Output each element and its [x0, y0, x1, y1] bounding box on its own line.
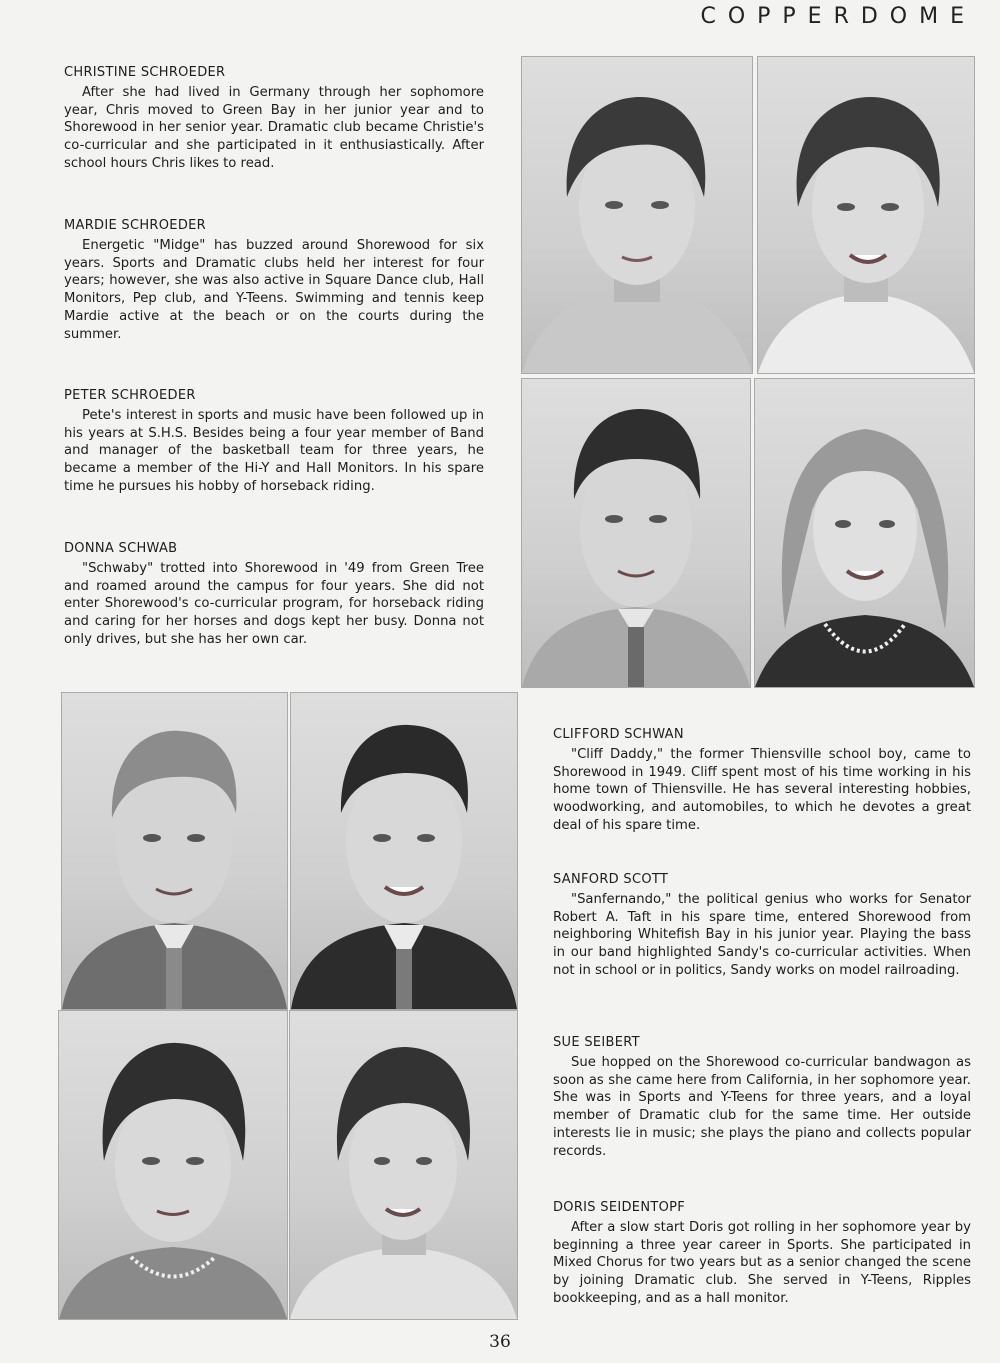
bio-donna-schwab	[64, 540, 484, 649]
bio-name: CLIFFORD SCHWAN	[553, 727, 684, 742]
bio-text: "Cliff Daddy," the former Thiensville school boy, came to Shorewood in 1949. Cliff spent most of his time working in his home town of Thiensville. He has several interesting hobbies, woodworking, and automobiles, to which he devotes a great deal of his spare time.	[553, 746, 971, 833]
bio-text: After she had lived in Germany through her sophomore year, Chris moved to Green Bay in her junior year and to Shorewood in her senior year. Dramatic club became Christie's co-curricular and she participated in it enthusiastically. After school hours Chris likes to read.	[64, 84, 484, 171]
bio-text: Energetic "Midge" has buzzed around Shorewood for six years. Sports and Dramatic clubs held her interest for four years; however, she was also active in Square Dance club, Hall Monitors, Pep club, and Y-Teens. Swimming and tennis keep Mardie active at the beach or on the courts during the summer.	[64, 237, 484, 342]
portrait-christine-schroeder	[521, 56, 753, 374]
bio-name: SANFORD SCOTT	[553, 872, 669, 887]
portrait-sanford-scott	[290, 692, 518, 1010]
bio-peter-schroeder	[64, 387, 484, 496]
bio-clifford-schwan	[553, 726, 971, 835]
portrait-clifford-schwan	[61, 692, 288, 1010]
page-number: 36	[489, 1332, 511, 1352]
bio-name: SUE SEIBERT	[553, 1035, 640, 1050]
bio-name: CHRISTINE SCHROEDER	[64, 65, 226, 80]
bio-text: Pete's interest in sports and music have been followed up in his years at S.H.S. Besides being a four year member of Band and manager of the basketball team for three years, he became a member of the Hi-Y and Hall Monitors. In his spare time he pursues his hobby of horseback riding.	[64, 407, 484, 494]
bio-text: Sue hopped on the Shorewood co-curricular bandwagon as soon as she came here from California, in her sophomore year. She was in Sports and Y-Teens for three years, and a loyal member of Dramatic club for the same time. Her outside interests lie in music; she plays the piano and collects popular records.	[553, 1054, 971, 1159]
bio-sue-seibert	[553, 1034, 971, 1161]
bio-sanford-scott	[553, 871, 971, 980]
bio-text: After a slow start Doris got rolling in her sophomore year by beginning a three year career in Sports. She participated in Mixed Chorus for two years but as a senior changed the scene by joining Dramatic club. She served in Y-Teens, Ripples bookkeeping, and as a hall monitor.	[553, 1219, 971, 1306]
bio-mardie-schroeder	[64, 217, 484, 344]
bio-name: DONNA SCHWAB	[64, 541, 178, 556]
bio-text: "Sanfernando," the political genius who works for Senator Robert A. Taft in his spare time, entered Shorewood from neighboring Whitefish Bay in his junior year. Playing the bass in our band highlighted Sandy's co-curricular activities. When not in school or in politics, Sandy works on model railroading.	[553, 891, 971, 978]
bio-name: DORIS SEIDENTOPF	[553, 1200, 686, 1215]
portrait-sue-seibert	[58, 1010, 288, 1320]
bio-name: MARDIE SCHROEDER	[64, 218, 206, 233]
bio-christine-schroeder	[64, 64, 484, 173]
portrait-donna-schwab	[754, 378, 975, 688]
portrait-peter-schroeder	[521, 378, 751, 688]
yearbook-title: COPPERDOME	[700, 4, 976, 29]
bio-text: "Schwaby" trotted into Shorewood in '49 from Green Tree and roamed around the campus for four years. She did not enter Shorewood's co-curricular program, for horseback riding and caring for her horses and dogs kept her busy. Donna not only drives, but she has her own car.	[64, 560, 484, 647]
portrait-doris-seidentopf	[289, 1010, 518, 1320]
portrait-mardie-schroeder	[757, 56, 975, 374]
bio-doris-seidentopf	[553, 1199, 971, 1308]
bio-name: PETER SCHROEDER	[64, 388, 196, 403]
